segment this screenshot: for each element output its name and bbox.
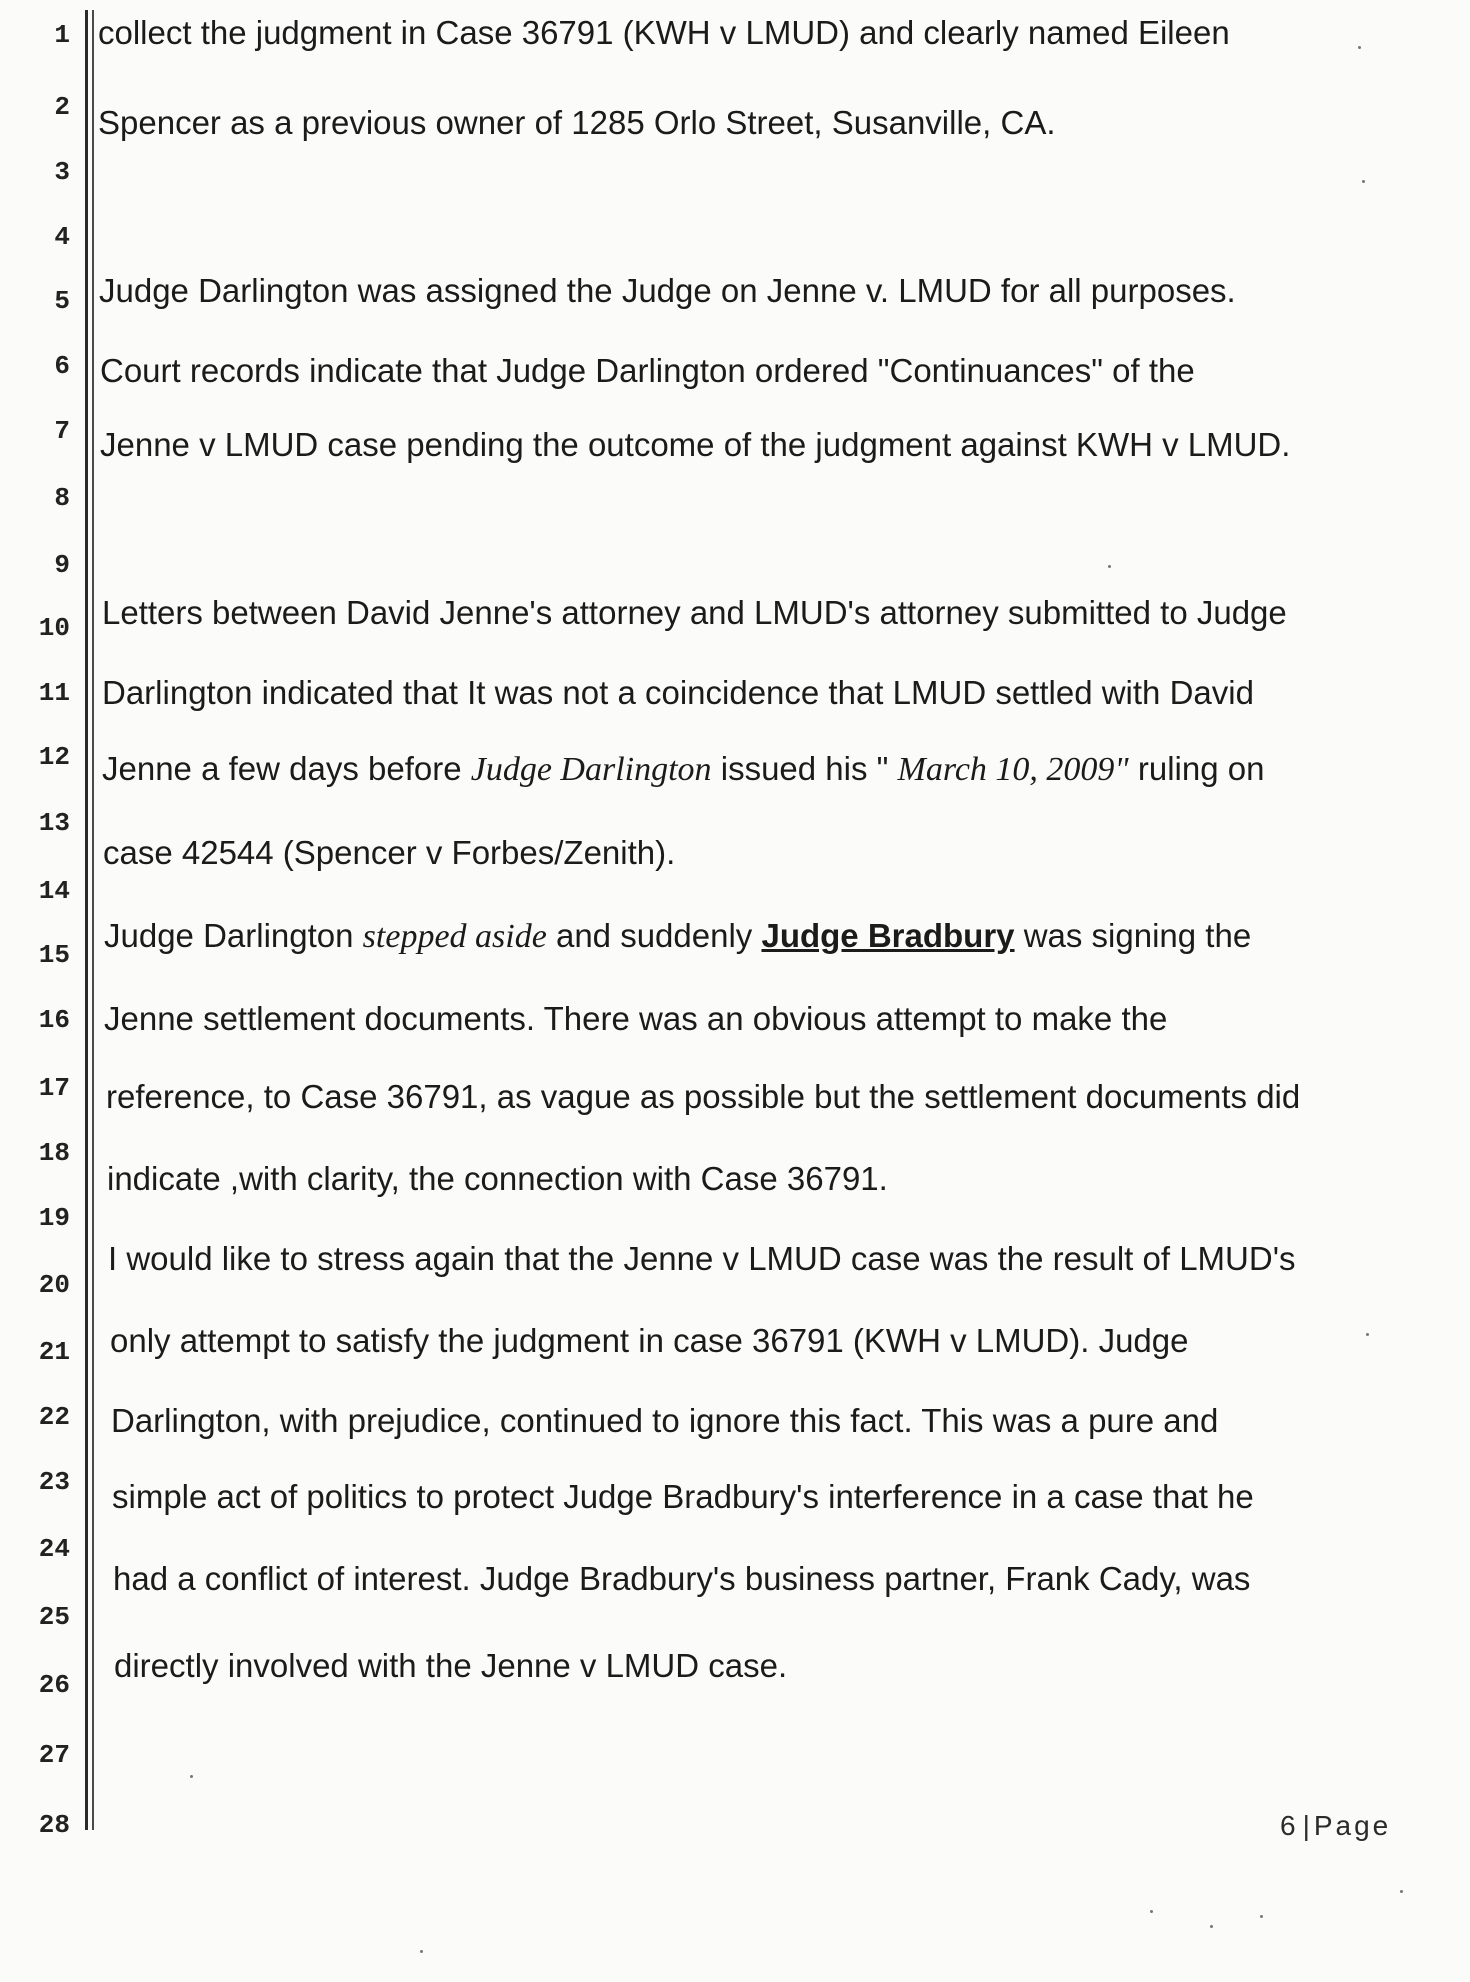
- text-segment: Judge Darlington: [104, 917, 363, 954]
- left-margin-rule-inner: [92, 10, 94, 1830]
- text-line-21: only attempt to satisfy the judgment in case 36791 (KWH v LMUD). Judge: [110, 1322, 1189, 1359]
- scan-speck: [1358, 46, 1361, 49]
- text-segment: Jenne a few days before: [102, 750, 471, 787]
- line-number: 20: [38, 1270, 70, 1300]
- scan-speck: [190, 1775, 193, 1778]
- line-number: 25: [38, 1602, 70, 1632]
- line-number: 17: [38, 1073, 70, 1103]
- scan-speck: [1150, 1910, 1153, 1913]
- text-line-11: Darlington indicated that It was not a coincidence that LMUD settled with David: [102, 674, 1254, 711]
- scan-speck: [420, 1950, 423, 1953]
- text-segment: and suddenly: [546, 917, 762, 954]
- line-number: 2: [54, 92, 70, 122]
- text-line-1: collect the judgment in Case 36791 (KWH v LMUD) and clearly named Eileen: [98, 14, 1230, 51]
- page-label: Page: [1313, 1810, 1392, 1841]
- line-number: 3: [54, 157, 70, 187]
- line-number: 7: [54, 416, 70, 446]
- italic-ruling-date: March 10, 2009": [897, 751, 1129, 788]
- text-line-5: Judge Darlington was assigned the Judge on Jenne v. LMUD for all purposes.: [99, 272, 1236, 309]
- line-number: 12: [38, 742, 70, 772]
- line-number: 24: [38, 1534, 70, 1564]
- page-footer: [1280, 1810, 1391, 1842]
- line-number: 26: [38, 1670, 70, 1700]
- text-line-24: had a conflict of interest. Judge Bradbury's business partner, Frank Cady, was: [113, 1560, 1251, 1597]
- text-line-17: reference, to Case 36791, as vague as possible but the settlement documents did: [106, 1078, 1301, 1115]
- text-line-20: I would like to stress again that the Jenne v LMUD case was the result of LMUD's: [108, 1240, 1296, 1277]
- scan-speck: [1362, 180, 1365, 183]
- text-segment: ruling on: [1128, 750, 1265, 787]
- text-segment: issued his ": [711, 750, 898, 787]
- text-segment: was signing the: [1014, 917, 1252, 954]
- line-number: 15: [38, 940, 70, 970]
- footer-separator: |: [1302, 1810, 1310, 1841]
- page-number: 6: [1280, 1810, 1299, 1841]
- italic-phrase: stepped aside: [362, 918, 547, 955]
- text-line-22: Darlington, with prejudice, continued to ignore this fact. This was a pure and: [111, 1402, 1219, 1439]
- text-line-12: [102, 750, 1264, 789]
- line-number: 8: [54, 483, 70, 513]
- line-number: 11: [38, 678, 70, 708]
- line-number: 9: [54, 550, 70, 580]
- line-number: 16: [38, 1005, 70, 1035]
- line-number: 13: [38, 808, 70, 838]
- line-number: 28: [38, 1810, 70, 1840]
- text-line-2: Spencer as a previous owner of 1285 Orlo Street, Susanville, CA.: [98, 104, 1056, 141]
- scan-speck: [1400, 1890, 1403, 1893]
- scan-speck: [1210, 1925, 1213, 1928]
- scan-speck: [1366, 1333, 1369, 1336]
- line-number: 19: [38, 1203, 70, 1233]
- text-line-13: case 42544 (Spencer v Forbes/Zenith).: [103, 834, 676, 871]
- text-line-10: Letters between David Jenne's attorney and LMUD's attorney submitted to Judge: [102, 594, 1287, 631]
- line-number: 23: [38, 1467, 70, 1497]
- text-line-7: Jenne v LMUD case pending the outcome of the judgment against KWH v LMUD.: [100, 426, 1291, 463]
- scan-speck: [1260, 1915, 1263, 1918]
- line-number: 21: [38, 1337, 70, 1367]
- line-number: 5: [54, 286, 70, 316]
- text-line-15: [104, 917, 1251, 956]
- line-number: 4: [54, 222, 70, 252]
- line-number: 6: [54, 351, 70, 381]
- italic-judge-name: Judge Darlington: [470, 751, 712, 788]
- scan-speck: [1108, 565, 1111, 568]
- line-number: 27: [38, 1740, 70, 1770]
- text-line-18: indicate ,with clarity, the connection with Case 36791.: [107, 1160, 888, 1197]
- line-number: 1: [54, 20, 70, 50]
- text-line-16: Jenne settlement documents. There was an obvious attempt to make the: [104, 1000, 1168, 1037]
- text-line-23: simple act of politics to protect Judge Bradbury's interference in a case that he: [112, 1478, 1254, 1515]
- line-number: 22: [38, 1402, 70, 1432]
- text-line-25: directly involved with the Jenne v LMUD case.: [114, 1647, 788, 1684]
- line-number: 14: [38, 876, 70, 906]
- text-line-6: Court records indicate that Judge Darlington ordered "Continuances" of the: [100, 352, 1195, 389]
- line-number: 18: [38, 1138, 70, 1168]
- left-margin-rule: [85, 10, 88, 1830]
- line-number: 10: [38, 613, 70, 643]
- bold-underlined-judge-name: Judge Bradbury: [761, 917, 1015, 954]
